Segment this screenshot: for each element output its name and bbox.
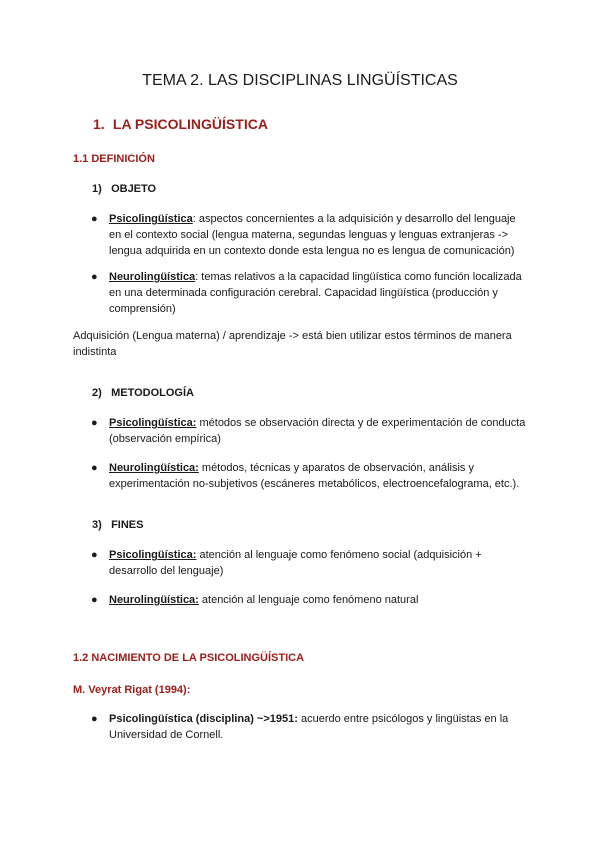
fines-number: 3) xyxy=(92,519,102,531)
list-item xyxy=(91,269,531,317)
term-description: métodos, técnicas y aparatos de observación, análisis y experimentación no-subjetivos (escáneres metabólicos, electroencefalograma, etc.). xyxy=(109,462,520,490)
term-label: Psicolingüística: xyxy=(109,549,197,561)
list-item xyxy=(91,547,531,579)
fines-heading xyxy=(92,519,143,531)
term-label: Neurolingüística: xyxy=(109,594,199,606)
subsection-heading-definicion: 1.1 DEFINICIÓN xyxy=(73,153,155,165)
list-item-text xyxy=(109,711,529,743)
subsection-heading-nacimiento: 1.2 NACIMIENTO DE LA PSICOLINGÜÍSTICA xyxy=(73,652,305,664)
author-reference: M. Veyrat Rigat (1994): xyxy=(73,684,191,696)
bullet-icon: ● xyxy=(91,213,98,225)
list-item xyxy=(91,460,531,492)
section-title: LA PSICOLINGÜÍSTICA xyxy=(112,116,268,132)
list-item xyxy=(91,211,531,259)
objeto-note: Adquisición (Lengua materna) / aprendizaje -> está bien utilizar estos términos de manera indistinta xyxy=(73,330,512,358)
objeto-number: 1) xyxy=(92,183,102,195)
bullet-icon: ● xyxy=(91,549,98,561)
metodologia-number: 2) xyxy=(92,387,102,399)
bullet-icon: ● xyxy=(91,713,98,725)
list-item-text xyxy=(109,460,529,492)
list-item xyxy=(91,592,531,608)
metodologia-title: METODOLOGÍA xyxy=(111,387,194,399)
term-description: acuerdo entre psicólogos y lingüistas en la Universidad de Cornell. xyxy=(109,713,509,741)
term-label: Psicolingüística (disciplina) ~>1951: xyxy=(109,713,298,725)
term-label: Psicolingüística: xyxy=(109,417,197,429)
bullet-icon: ● xyxy=(91,417,98,429)
term-description: atención al lenguaje como fenómeno natural xyxy=(198,594,419,606)
list-item-text xyxy=(109,415,529,447)
term-description: atención al lenguaje como fenómeno social (adquisición + desarrollo del lenguaje) xyxy=(109,549,482,577)
term-label: Neurolingüística xyxy=(109,271,196,283)
term-label: Neurolingüística: xyxy=(109,462,199,474)
term-description: : temas relativos a la capacidad lingüística como función localizada en una determinada configuración cerebral. Capacidad lingüística (producción y comprensión) xyxy=(109,271,522,315)
objeto-heading xyxy=(92,183,156,195)
list-item-text xyxy=(109,592,529,608)
fines-title: FINES xyxy=(111,519,144,531)
metodologia-heading xyxy=(92,387,194,399)
list-item xyxy=(91,711,531,743)
bullet-icon: ● xyxy=(91,462,98,474)
bullet-icon: ● xyxy=(91,271,98,283)
section-heading xyxy=(93,116,268,132)
document-title: TEMA 2. LAS DISCIPLINAS LINGÜÍSTICAS xyxy=(142,72,458,89)
term-description: métodos se observación directa y de experimentación de conducta (observación empírica) xyxy=(109,417,526,445)
term-description: : aspectos concernientes a la adquisición y desarrollo del lenguaje en el contexto social (lengua materna, segundas lenguas y lenguas extranjeras -> lengua adquirida en un contexto donde esta lengua no es lengua de comunicación) xyxy=(109,213,516,257)
objeto-title: OBJETO xyxy=(111,183,157,195)
term-label: Psicolingüística xyxy=(109,213,193,225)
list-item-text xyxy=(109,269,529,317)
list-item xyxy=(91,415,531,447)
section-number: 1. xyxy=(93,116,105,132)
bullet-icon: ● xyxy=(91,594,98,606)
list-item-text xyxy=(109,547,529,579)
list-item-text xyxy=(109,211,529,259)
